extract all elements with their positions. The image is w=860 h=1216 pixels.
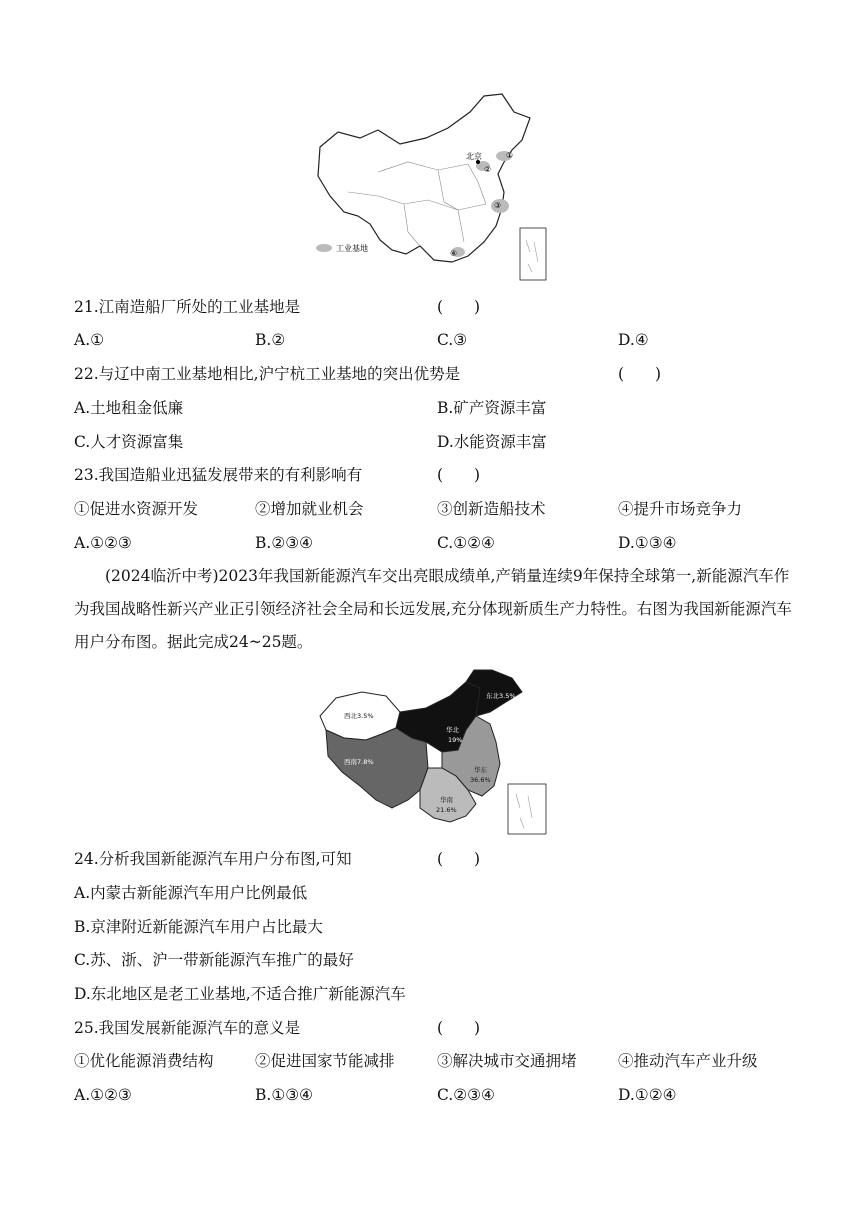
q25-item-2: ②促进国家节能减排 bbox=[255, 1052, 395, 1070]
region-southwest bbox=[326, 728, 428, 808]
china-outline bbox=[318, 94, 530, 262]
q23-option-b: B.②③④ bbox=[255, 534, 314, 552]
q23-option-d: D.①③④ bbox=[618, 534, 677, 552]
industrial-base-map bbox=[308, 92, 548, 284]
q25-option-b: B.①③④ bbox=[255, 1086, 314, 1104]
q24-option-c: C.苏、浙、沪一带新能源汽车推广的最好 bbox=[74, 951, 354, 969]
south-sea-inset bbox=[520, 228, 546, 280]
q25-item-3: ③解决城市交通拥堵 bbox=[437, 1052, 577, 1070]
legend-swatch bbox=[316, 244, 332, 252]
q23-item-4: ④提升市场竞争力 bbox=[618, 500, 743, 518]
legend-label: 工业基地 bbox=[336, 244, 368, 253]
q23-option-a: A.①②③ bbox=[74, 534, 132, 552]
q25-item-1: ①优化能源消费结构 bbox=[74, 1052, 214, 1070]
q24-option-a: A.内蒙古新能源汽车用户比例最低 bbox=[74, 884, 308, 902]
label-northeast: 东北3.5% bbox=[486, 692, 516, 700]
q22-option-c: C.人才资源富集 bbox=[74, 433, 184, 451]
passage: (2024临沂中考)2023年我国新能源汽车交出亮眼成绩单,产销量连续9年保持全球第一,新能源汽车作为我国战略性新兴产业正引领经济社会全局和长远发展,充分体现新质生产力特性。右图为我国新能源汽车用户分布图。据此完成24~25题。 bbox=[74, 567, 792, 651]
q23-item-1: ①促进水资源开发 bbox=[74, 500, 199, 518]
beijing-label: 北京 bbox=[466, 152, 482, 161]
q23-option-c: C.①②④ bbox=[437, 534, 495, 552]
q21-stem: 21.江南造船厂所处的工业基地是 bbox=[74, 298, 301, 316]
q24-option-d: D.东北地区是老工业基地,不适合推广新能源汽车 bbox=[74, 985, 406, 1003]
q25-item-4: ④推动汽车产业升级 bbox=[618, 1052, 758, 1070]
label-north: 华北 bbox=[446, 726, 459, 734]
label-south-pct: 21.6% bbox=[436, 806, 457, 814]
q21-option-b: B.② bbox=[255, 331, 286, 349]
label-east-pct: 36.6% bbox=[470, 776, 491, 784]
q21-option-a: A.① bbox=[74, 331, 105, 349]
base-num-2: ② bbox=[484, 165, 492, 174]
q22-option-d: D.水能资源丰富 bbox=[437, 433, 547, 451]
label-north-pct: 19% bbox=[448, 736, 463, 744]
q23-stem: 23.我国造船业迅猛发展带来的有利影响有 bbox=[74, 466, 363, 484]
nev-user-distribution-map bbox=[316, 668, 552, 836]
q25-option-a: A.①②③ bbox=[74, 1086, 132, 1104]
q21-bracket: ( ) bbox=[437, 298, 481, 316]
q25-bracket: ( ) bbox=[437, 1019, 481, 1037]
q21-option-c: C.③ bbox=[437, 331, 468, 349]
q23-bracket: ( ) bbox=[437, 466, 481, 484]
q25-stem: 25.我国发展新能源汽车的意义是 bbox=[74, 1019, 301, 1037]
q24-option-b: B.京津附近新能源汽车用户占比最大 bbox=[74, 918, 323, 936]
q23-item-3: ③创新造船技术 bbox=[437, 500, 546, 518]
q22-bracket: ( ) bbox=[618, 365, 662, 383]
label-southwest: 西南7.8% bbox=[344, 758, 374, 766]
south-sea-inset-2 bbox=[508, 784, 546, 834]
base-num-3: ③ bbox=[494, 201, 502, 210]
q24-bracket: ( ) bbox=[437, 850, 481, 868]
label-east: 华东 bbox=[474, 766, 487, 774]
q25-option-c: C.②③④ bbox=[437, 1086, 495, 1104]
base-num-1: ① bbox=[506, 151, 514, 160]
q21-option-d: D.④ bbox=[618, 331, 649, 349]
label-south: 华南 bbox=[440, 796, 453, 804]
base-num-4: ④ bbox=[450, 249, 458, 258]
q23-item-2: ②增加就业机会 bbox=[255, 500, 364, 518]
q22-option-b: B.矿产资源丰富 bbox=[437, 399, 547, 417]
q22-option-a: A.土地租金低廉 bbox=[74, 399, 184, 417]
q24-stem: 24.分析我国新能源汽车用户分布图,可知 bbox=[74, 850, 352, 868]
q25-option-d: D.①②④ bbox=[618, 1086, 677, 1104]
label-northwest: 西北3.5% bbox=[344, 712, 374, 720]
q22-stem: 22.与辽中南工业基地相比,沪宁杭工业基地的突出优势是 bbox=[74, 365, 461, 383]
